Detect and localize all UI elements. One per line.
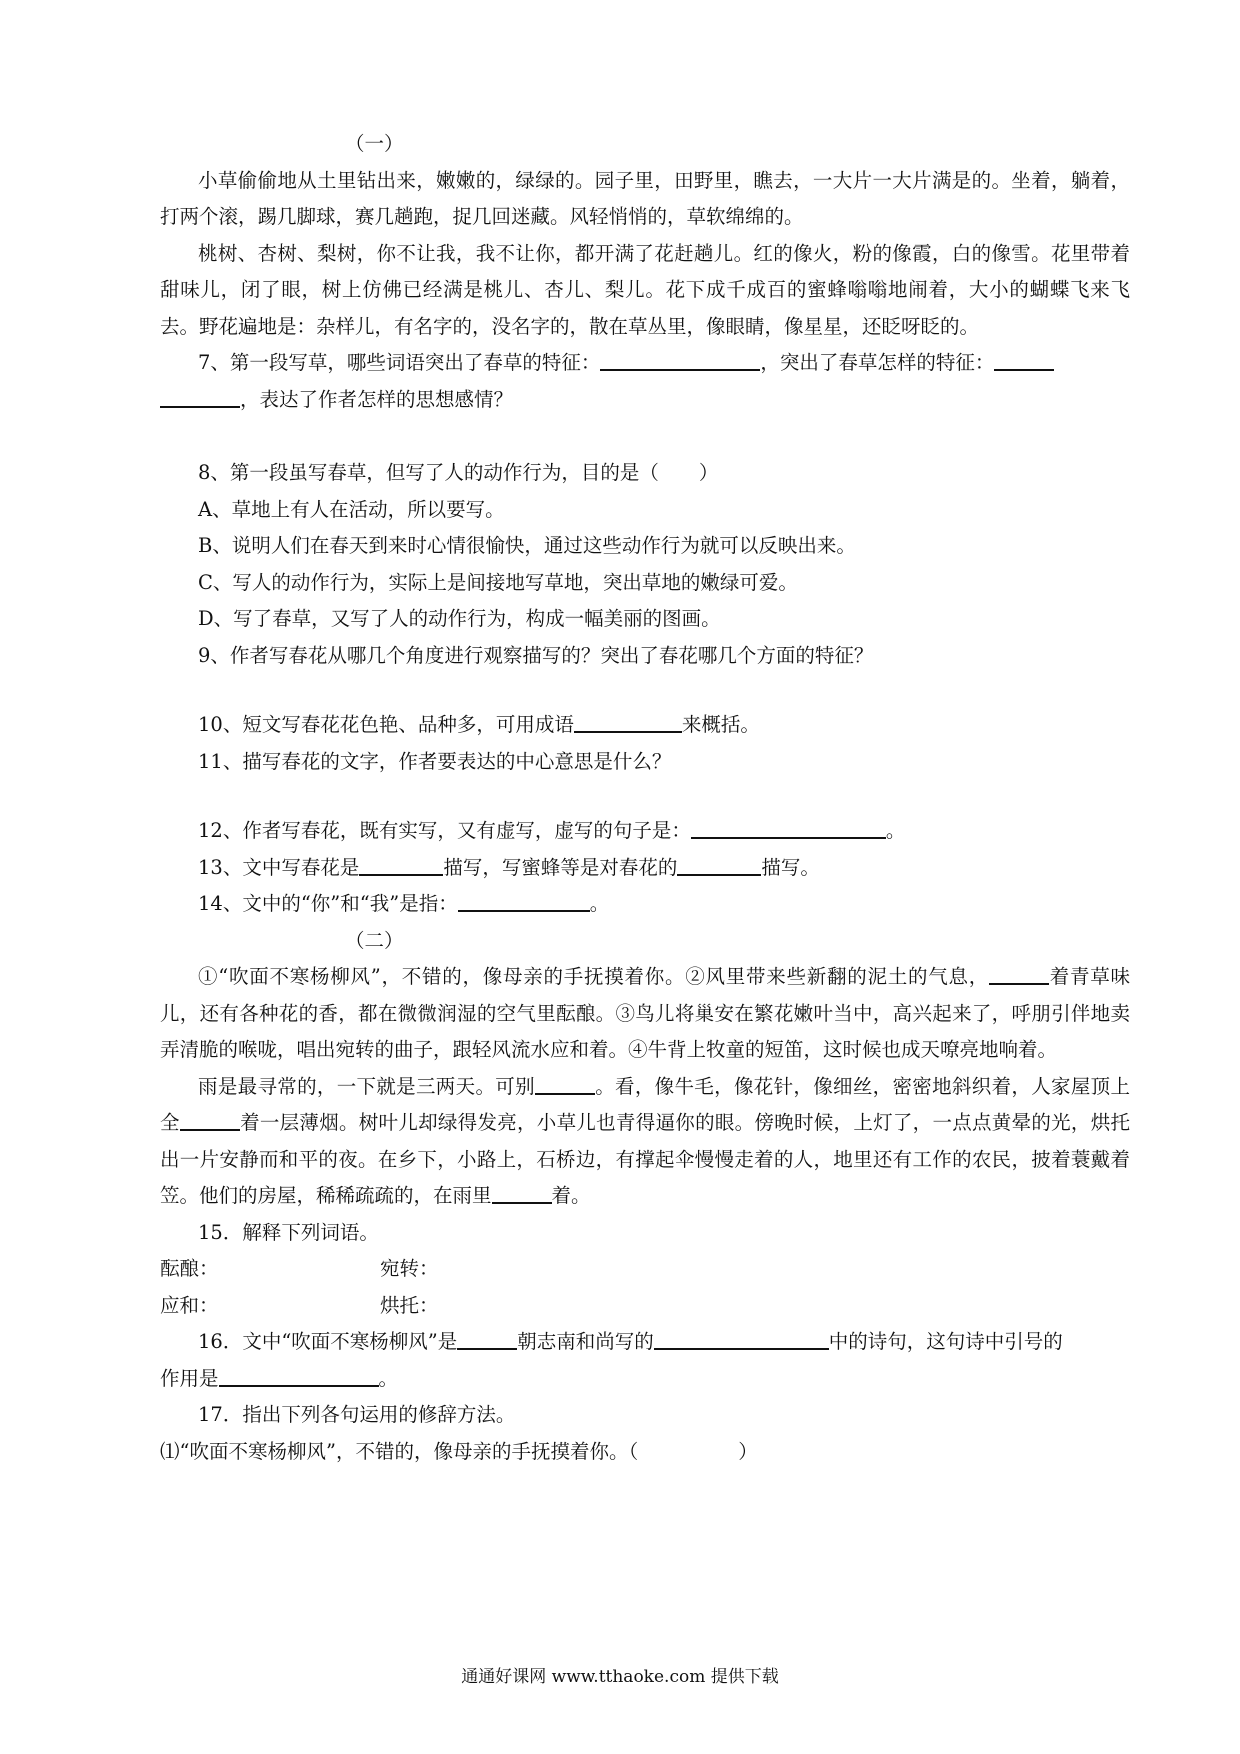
question-16-line-2 <box>160 1361 1130 1398</box>
question-8-stem: 8、第一段虽写春草，但写了人的动作行为，目的是（ <box>198 461 659 484</box>
passage-2-blank-4[interactable] <box>492 1182 552 1204</box>
question-17-item-1-text: ⑴“吹面不寒杨柳风”，不错的，像母亲的手抚摸着你。（ <box>160 1439 639 1463</box>
question-7-line-2 <box>160 382 1130 419</box>
passage-2-p2-text-a: 雨是最寻常的，一下就是三两天。可别 <box>198 1074 535 1098</box>
exam-content <box>160 126 1130 1470</box>
question-14-text-a: 14、文中的“你”和“我”是指： <box>198 892 458 915</box>
answer-space-9 <box>160 674 1130 707</box>
passage-2-paragraph-1 <box>160 959 1130 1069</box>
question-7-text-a: 7、第一段写草，哪些词语突出了春草的特征： <box>198 351 601 374</box>
answer-blank-12[interactable] <box>691 817 886 839</box>
question-16-text-a: 16．文中“吹面不寒杨柳风”是 <box>198 1330 458 1353</box>
question-12-text-b: 。 <box>885 819 906 842</box>
question-13-text-a: 13、文中写春花是 <box>198 855 360 879</box>
question-8 <box>160 455 1130 492</box>
section-1-title: （一） <box>345 132 404 155</box>
answer-blank-16a[interactable] <box>457 1328 517 1350</box>
passage-2-p2-text-d: 着。 <box>551 1184 591 1207</box>
passage-1-paragraph-1: 小草偷偷地从土里钻出来，嫩嫩的，绿绿的。园子里，田野里，瞧去，一大片一大片满是的。坐着，躺着，打两个滚，踢几脚球，赛几趟跑，捉几回迷藏。风轻悄悄的，草软绵绵的。 <box>160 168 1130 228</box>
answer-blank-7b[interactable] <box>994 349 1054 371</box>
question-8-option-d: D、写了春草，又写了人的动作行为，构成一幅美丽的图画。 <box>198 607 721 630</box>
question-14 <box>160 886 1130 923</box>
answer-blank-10[interactable] <box>574 711 682 733</box>
question-8-option-a: A、草地上有人在活动，所以要写。 <box>198 497 505 521</box>
question-8-option-b: B、说明人们在春天到来时心情很愉快，通过这些动作行为就可以反映出来。 <box>198 534 856 557</box>
question-16-text-b: 朝志南和尚写的 <box>517 1330 654 1353</box>
question-7 <box>160 345 1130 382</box>
question-7-text-c: ，表达了作者怎样的思想感情？ <box>240 387 514 411</box>
question-10-text-b: 来概括。 <box>681 713 760 736</box>
question-13-text-c: 描写。 <box>761 855 820 879</box>
question-15-row-2 <box>160 1288 1130 1325</box>
question-8-option-c: C、写人的动作行为，实际上是间接地写草地，突出草地的嫩绿可爱。 <box>198 570 798 594</box>
section-2-title: （二） <box>345 928 404 952</box>
passage-2-blank-1[interactable] <box>989 963 1049 985</box>
answer-space-11 <box>160 780 1130 813</box>
question-10 <box>160 707 1130 744</box>
question-12-text-a: 12、作者写春花，既有实写，又有虚写，虚写的句子是： <box>198 819 691 842</box>
passage-2-p1-text-b: 着青草味儿，还有各种花的香，都在微微润湿的空气里酝酿。③鸟儿将巢安在繁花嫩叶当中，高兴起来了，呼朋引伴地卖弄清脆的喉咙，唱出宛转的曲子，跟轻风流水应和着。④牛背上牧童的短笛，这时候也成天嘹亮地响着。 <box>160 965 1130 1061</box>
question-13-text-b: 描写，写蜜蜂等是对春花的 <box>443 855 678 879</box>
question-16-text-e: 。 <box>378 1366 399 1390</box>
answer-blank-16c[interactable] <box>219 1365 379 1387</box>
question-9: 9、作者写春花从哪几个角度进行观察描写的？突出了春花哪几个方面的特征？ <box>198 643 874 667</box>
vocab-word-2: 宛转： <box>380 1257 439 1280</box>
question-15-row-1 <box>160 1251 1130 1288</box>
vocab-word-3: 应和： <box>160 1293 219 1317</box>
page-footer: 通通好课网 www.tthaoke.com 提供下载 <box>461 1667 779 1687</box>
question-17-item-1-end: ） <box>738 1439 758 1463</box>
answer-blank-14[interactable] <box>458 890 590 912</box>
vocab-word-1: 酝酿： <box>160 1257 219 1280</box>
vocab-word-4: 烘托： <box>380 1293 439 1317</box>
question-15: 15．解释下列词语。 <box>198 1220 379 1244</box>
passage-2-p2-text-c: 着一层薄烟。树叶儿却绿得发亮，小草儿也青得逼你的眼。傍晚时候，上灯了，一点点黄晕的光，烘托出一片安静而和平的夜。在乡下，小路上，石桥边，有撑起伞慢慢走着的人，地里还有工作的农民，披着蓑戴着笠。他们的房屋，稀稀疏疏的，在雨里 <box>160 1111 1130 1207</box>
question-16-text-d: 作用是 <box>160 1366 219 1390</box>
question-10-text-a: 10、短文写春花花色艳、品种多，可用成语 <box>198 713 574 736</box>
question-8-stem-end: ） <box>698 461 719 484</box>
answer-blank-7a[interactable] <box>600 349 760 371</box>
question-13 <box>160 850 1130 887</box>
answer-blank-13a[interactable] <box>359 854 443 876</box>
question-17-item-1 <box>160 1434 1130 1471</box>
passage-2-p2-text-b: 。看，像牛毛，像花针，像细丝，密密地斜织着，人家屋顶上全 <box>160 1074 1130 1134</box>
passage-2-paragraph-2 <box>160 1069 1130 1215</box>
question-16 <box>160 1324 1130 1361</box>
passage-2-blank-2[interactable] <box>535 1073 595 1095</box>
question-16-text-c: 中的诗句，这句诗中引号的 <box>828 1330 1063 1353</box>
question-17: 17．指出下列各句运用的修辞方法。 <box>198 1403 516 1426</box>
passage-1-paragraph-2: 桃树、杏树、梨树，你不让我，我不让你，都开满了花赶趟儿。红的像火，粉的像霞，白的像雪。花里带着甜味儿，闭了眼，树上仿佛已经满是桃儿、杏儿、梨儿。花下成千成百的蜜蜂嗡嗡地闹着，大小的蝴蝶飞来飞去。野花遍地是：杂样儿，有名字的，没名字的，散在草丛里，像眼睛，像星星，还眨呀眨的。 <box>160 241 1130 338</box>
question-14-text-b: 。 <box>589 892 610 915</box>
passage-2-p1-text-a: ①“吹面不寒杨柳风”，不错的，像母亲的手抚摸着你。②风里带来些新翻的泥土的气息， <box>198 965 989 988</box>
passage-2-blank-3[interactable] <box>180 1109 240 1131</box>
question-11: 11、描写春花的文字，作者要表达的中心意思是什么？ <box>198 749 672 773</box>
question-12 <box>160 813 1130 850</box>
question-7-text-b: ，突出了春草怎样的特征： <box>760 351 995 374</box>
answer-space-7 <box>160 418 1130 455</box>
answer-blank-7b-continued[interactable] <box>160 386 240 408</box>
answer-blank-16b[interactable] <box>654 1328 829 1350</box>
answer-blank-13b[interactable] <box>677 854 761 876</box>
